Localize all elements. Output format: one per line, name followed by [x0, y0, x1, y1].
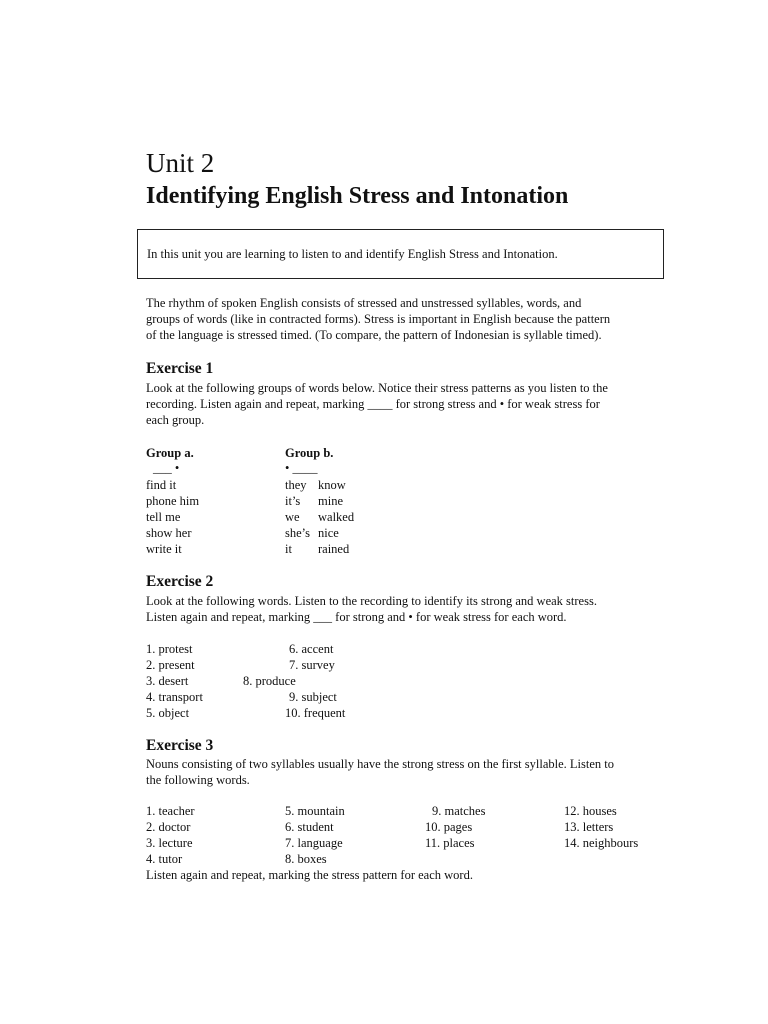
- exercise1-instr-1: Look at the following groups of words below. Notice their stress patterns as you listen to the: [146, 381, 608, 395]
- group-a-item: tell me: [146, 510, 181, 524]
- exercise2-heading: Exercise 2: [146, 573, 214, 590]
- group-b-item-verb: rained: [318, 542, 350, 556]
- rhythm-line-1: The rhythm of spoken English consists of stressed and unstressed syllables, words, and: [146, 296, 582, 310]
- exercise3-instr-1: Nouns consisting of two syllables usually have the strong stress on the first syllable. Listen to: [146, 757, 614, 771]
- exercise3-word: 13. letters: [564, 820, 614, 834]
- exercise3-word: 14. neighbours: [564, 836, 639, 850]
- group-b-label: Group b.: [285, 446, 334, 460]
- group-b-item-verb: walked: [318, 510, 355, 524]
- exercise3-heading: Exercise 3: [146, 737, 214, 754]
- exercise3-word: 6. student: [285, 820, 334, 834]
- group-b-item-verb: nice: [318, 526, 339, 540]
- exercise3-instr-2: the following words.: [146, 773, 250, 787]
- exercise1-heading: Exercise 1: [146, 360, 214, 377]
- exercise3-closing: Listen again and repeat, marking the stress pattern for each word.: [146, 868, 473, 882]
- exercise2-word: 1. protest: [146, 642, 193, 656]
- exercise3-word: 5. mountain: [285, 804, 345, 818]
- exercise2-instr-1: Look at the following words. Listen to the recording to identify its strong and weak stress.: [146, 594, 597, 608]
- exercise3-word: 4. tutor: [146, 852, 183, 866]
- exercise2-word: 2. present: [146, 658, 195, 672]
- group-b-pattern: • ____: [285, 461, 318, 475]
- exercise2-word: 9. subject: [289, 690, 337, 704]
- group-a-label: Group a.: [146, 446, 194, 460]
- intro-box: [137, 229, 664, 279]
- exercise3-word: 2. doctor: [146, 820, 191, 834]
- rhythm-line-3: of the language is stressed timed. (To compare, the pattern of Indonesian is syllable timed).: [146, 328, 602, 342]
- exercise2-word: 6. accent: [289, 642, 334, 656]
- exercise3-word: 12. houses: [564, 804, 617, 818]
- exercise3-word: 10. pages: [425, 820, 473, 834]
- group-b-item-pronoun: we: [285, 510, 300, 524]
- exercise3-word: 3. lecture: [146, 836, 193, 850]
- group-a-pattern: ___ •: [153, 461, 180, 475]
- group-a-item: phone him: [146, 494, 200, 508]
- group-b-item-pronoun: she’s: [285, 526, 310, 540]
- exercise2-word: 10. frequent: [285, 706, 346, 720]
- exercise2-word: 5. object: [146, 706, 190, 720]
- unit-title: Identifying English Stress and Intonation: [146, 183, 569, 209]
- exercise3-word: 8. boxes: [285, 852, 327, 866]
- group-b-item-verb: mine: [318, 494, 343, 508]
- exercise3-word: 1. teacher: [146, 804, 195, 818]
- group-a-item: show her: [146, 526, 192, 540]
- exercise2-word: 8. produce: [243, 674, 296, 688]
- exercise3-word: 9. matches: [432, 804, 486, 818]
- unit-number: Unit 2: [146, 148, 215, 178]
- group-a-item: write it: [146, 542, 182, 556]
- group-b-item-pronoun: they: [285, 478, 307, 492]
- group-b-item-verb: know: [318, 478, 346, 492]
- intro-box-text: In this unit you are learning to listen to and identify English Stress and Intonation.: [147, 247, 558, 261]
- exercise2-word: 3. desert: [146, 674, 189, 688]
- exercise2-word: 7. survey: [289, 658, 335, 672]
- group-a-item: find it: [146, 478, 177, 492]
- exercise3-word: 11. places: [425, 836, 475, 850]
- group-b-item-pronoun: it’s: [285, 494, 301, 508]
- exercise2-instr-2: Listen again and repeat, marking ___ for strong and • for weak stress for each word.: [146, 610, 567, 624]
- rhythm-line-2: groups of words (like in contracted forms). Stress is important in English because the pattern: [146, 312, 611, 326]
- exercise1-instr-3: each group.: [146, 413, 205, 427]
- exercise1-instr-2: recording. Listen again and repeat, marking ____ for strong stress and • for weak stress for: [146, 397, 600, 411]
- group-b-item-pronoun: it: [285, 542, 292, 556]
- exercise2-word: 4. transport: [146, 690, 203, 704]
- exercise3-word: 7. language: [285, 836, 343, 850]
